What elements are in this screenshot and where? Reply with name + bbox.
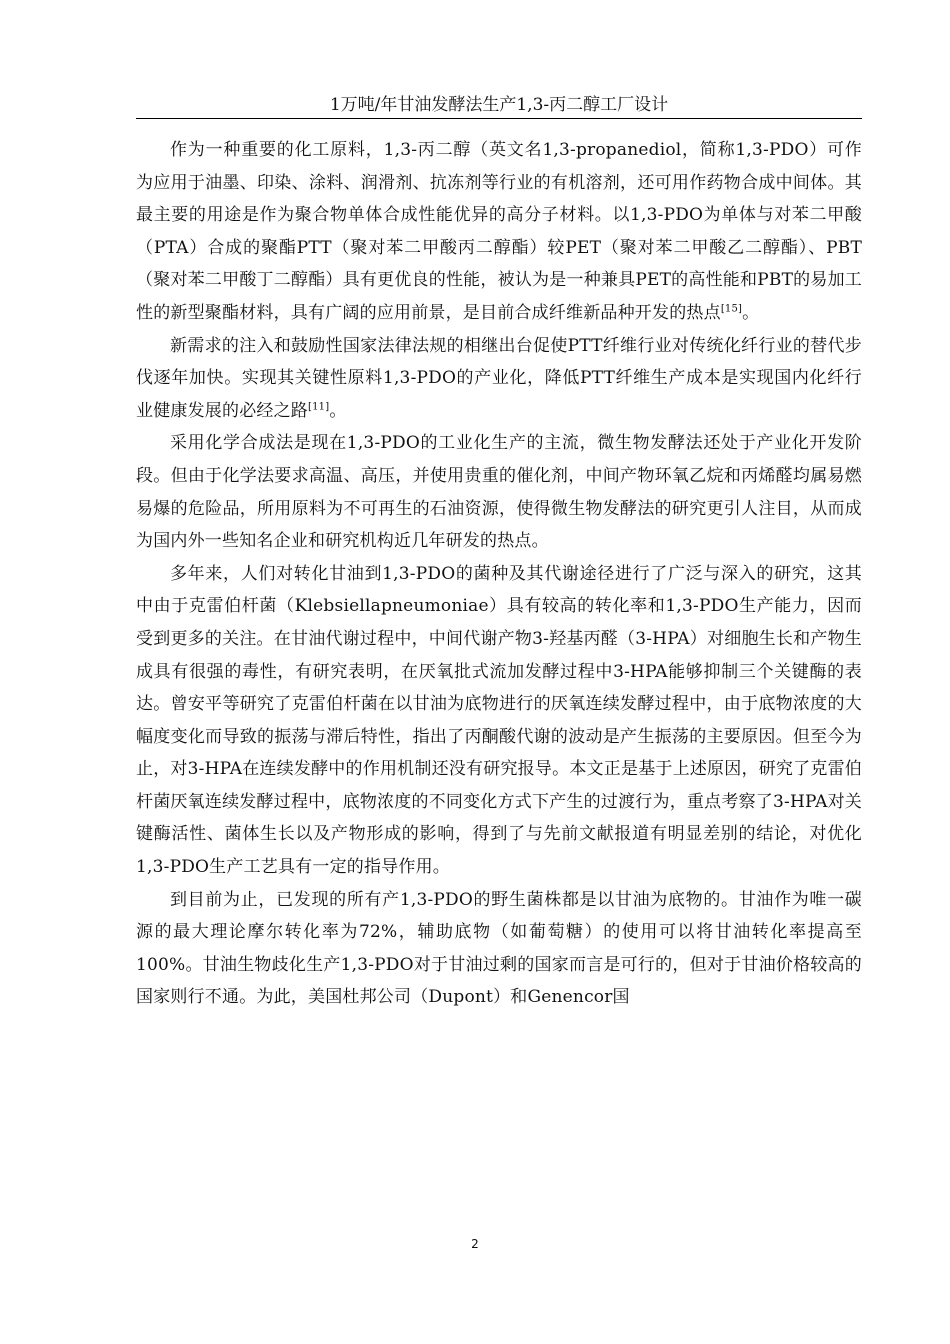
paragraph-2 <box>136 330 862 428</box>
paragraph-5 <box>136 884 862 1014</box>
paragraph-tail: 。 <box>329 400 347 421</box>
paragraph-tail: 。 <box>742 302 760 323</box>
paragraph-3 <box>136 427 862 557</box>
paragraph-text: 到目前为止，已发现的所有产1,3-PDO的野生菌株都是以甘油为底物的。甘油作为唯一碳源的最大理论摩尔转化率为72%，辅助底物（如葡萄糖）的使用可以将甘油转化率提高至100%。甘油生物歧化生产1,3-PDO对于甘油过剩的国家而言是可行的，但对于甘油价格较高的国家则行不通。为此，美国杜邦公司（Dupont）和Genencor国 <box>136 889 862 1008</box>
paragraph-text: 多年来，人们对转化甘油到1,3-PDO的菌种及其代谢途径进行了广泛与深入的研究，这其中由于克雷伯杆菌（Klebsiellapneumoniae）具有较高的转化率和1,3-PDO生产能力，因而受到更多的关注。在甘油代谢过程中，中间代谢产物3-羟基丙醛（3-HPA）对细胞生长和产物生成具有很强的毒性，有研究表明，在厌氧批式流加发酵过程中3-HPA能够抑制三个关键酶的表达。曾安平等研究了克雷伯杆菌在以甘油为底物进行的厌氧连续发酵过程中，由于底物浓度的大幅度变化而导致的振荡与滞后特性，指出了丙酮酸代谢的波动是产生振荡的主要原因。但至今为止，对3-HPA在连续发酵中的作用机制还没有研究报导。本文正是基于上述原因，研究了克雷伯杆菌厌氧连续发酵过程中，底物浓度的不同变化方式下产生的过渡行为，重点考察了3-HPA对关键酶活性、菌体生长以及产物形成的影响，得到了与先前文献报道有明显差别的结论，对优化1,3-PDO生产工艺具有一定的指导作用。 <box>136 563 862 878</box>
paragraph-text: 采用化学合成法是现在1,3-PDO的工业化生产的主流，微生物发酵法还处于产业化开发阶段。但由于化学法要求高温、高压，并使用贵重的催化剂，中间产物环氧乙烷和丙烯醛均属易燃易爆的危险品，所用原料为不可再生的石油资源，使得微生物发酵法的研究更引人注目，从而成为国内外一些知名企业和研究机构近几年研发的热点。 <box>136 433 862 552</box>
citation: [11] <box>308 401 330 413</box>
paragraph-text: 新需求的注入和鼓励性国家法律法规的相继出台促使PTT纤维行业对传统化纤行业的替代步伐逐年加快。实现其关键性原料1,3-PDO的产业化，降低PTT纤维生产成本是实现国内化纤行业健康发展的必经之路 <box>136 335 862 421</box>
body-text <box>136 134 862 1014</box>
paragraph-1 <box>136 134 862 330</box>
paragraph-text: 作为一种重要的化工原料，1,3-丙二醇（英文名1,3-propanediol，简称1,3-PDO）可作为应用于油墨、印染、涂料、润滑剂、抗冻剂等行业的有机溶剂，还可用作药物合成中间体。其最主要的用途是作为聚合物单体合成性能优异的高分子材料。以1,3-PDO为单体与对苯二甲酸（PTA）合成的聚酯PTT（聚对苯二甲酸丙二醇酯）较PET（聚对苯二甲酸乙二醇酯）、PBT（聚对苯二甲酸丁二醇酯）具有更优良的性能，被认为是一种兼具PET的高性能和PBT的易加工性的新型聚酯材料，具有广阔的应用前景，是目前合成纤维新品种开发的热点 <box>136 140 862 323</box>
header-title: 1万吨/年甘油发酵法生产1,3-丙二醇工厂设计 <box>329 95 669 115</box>
page-header <box>136 92 862 119</box>
paragraph-4 <box>136 558 862 884</box>
page-number: 2 <box>471 1237 479 1251</box>
citation: [15] <box>720 303 743 315</box>
